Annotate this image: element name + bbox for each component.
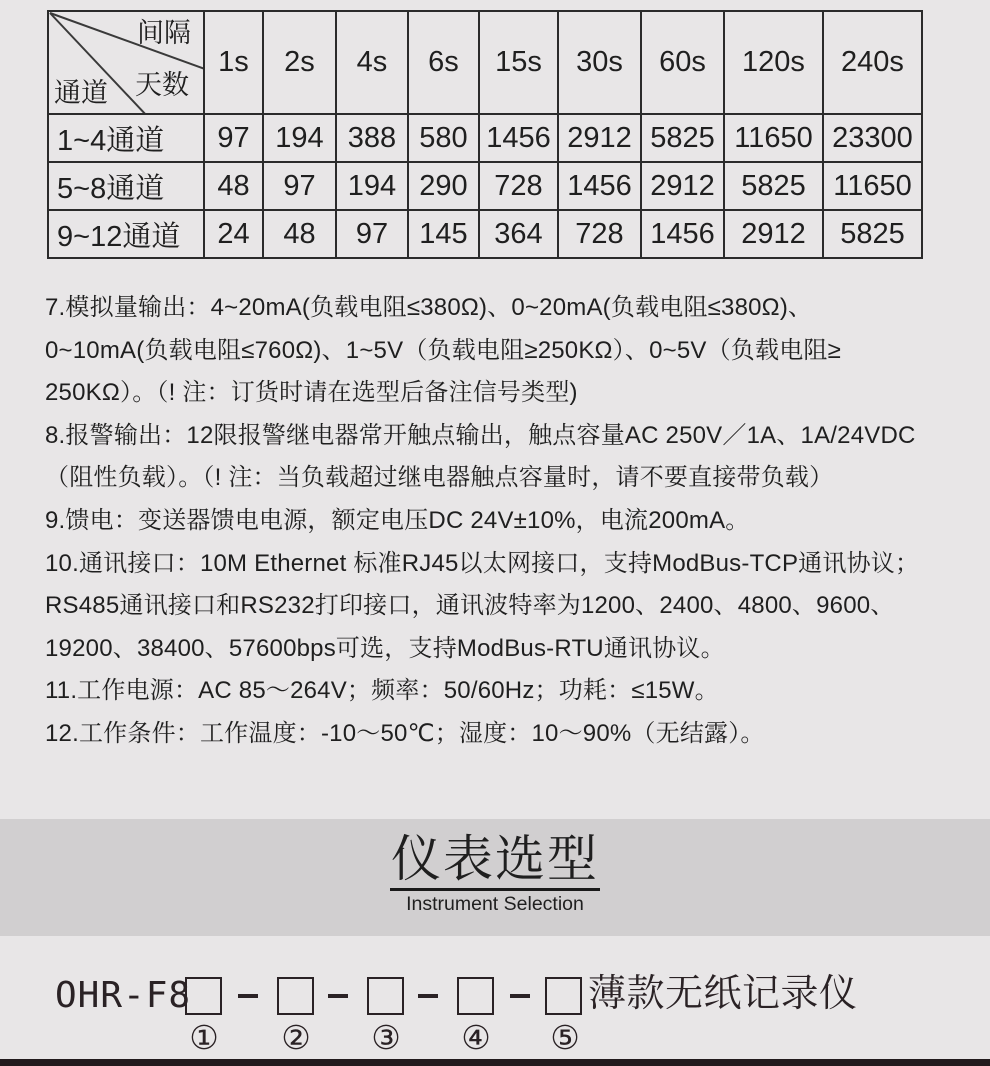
table-cell: 1456 <box>558 162 641 210</box>
table-cell: 48 <box>263 210 336 258</box>
corner-label-days: 天数 <box>135 70 189 100</box>
spec-line: 7.模拟量输出：4~20mA(负载电阻≤380Ω)、0~20mA(负载电阻≤380Ω)、 <box>45 294 813 321</box>
table-cell: 11650 <box>823 162 922 210</box>
table-cell: 24 <box>204 210 263 258</box>
row-label: 1~4通道 <box>48 114 204 162</box>
table-cell: 2912 <box>724 210 823 258</box>
model-dash <box>418 994 438 998</box>
table-cell: 1456 <box>641 210 724 258</box>
bottom-divider-bar <box>0 1059 990 1066</box>
spec-paragraphs <box>45 287 955 756</box>
table-row <box>48 114 922 162</box>
column-header: 4s <box>336 11 408 114</box>
table-cell: 194 <box>263 114 336 162</box>
table-cell: 2912 <box>558 114 641 162</box>
section-subtitle: Instrument Selection <box>406 893 584 915</box>
table-cell: 580 <box>408 114 479 162</box>
circled-number-5: ⑤ <box>550 1019 580 1056</box>
spec-line: RS485通讯接口和RS232打印接口，通讯波特率为1200、2400、4800、9600、 <box>45 592 895 620</box>
circled-number-4: ④ <box>461 1019 491 1056</box>
row-label: 9~12通道 <box>48 210 204 258</box>
model-code-box-2 <box>277 977 314 1015</box>
spec-line: 12.工作条件：工作温度：-10～50℃；湿度：10～90%（无结露）。 <box>45 719 765 747</box>
table-cell: 145 <box>408 210 479 258</box>
table-cell: 23300 <box>823 114 922 162</box>
corner-label-interval: 间隔 <box>137 18 191 48</box>
table-cell: 5825 <box>724 162 823 210</box>
corner-label-channel: 通道 <box>54 78 108 108</box>
model-code-box-3 <box>367 977 404 1015</box>
column-header: 15s <box>479 11 558 114</box>
spec-line: 9.馈电：变送器馈电电源，额定电压DC 24V±10%，电流200mA。 <box>45 506 750 534</box>
table-cell: 290 <box>408 162 479 210</box>
table-cell: 728 <box>558 210 641 258</box>
table-cell: 1456 <box>479 114 558 162</box>
model-suffix: 薄款无纸记录仪 <box>588 973 858 1015</box>
model-dash <box>238 994 258 998</box>
table-cell: 5825 <box>823 210 922 258</box>
spec-line: 10.通讯接口：10M Ethernet 标准RJ45以太网接口，支持ModBus-TCP通讯协议； <box>45 549 920 577</box>
column-header: 6s <box>408 11 479 114</box>
column-header: 60s <box>641 11 724 114</box>
column-header: 1s <box>204 11 263 114</box>
circled-number-2: ② <box>281 1019 311 1056</box>
model-code-box-5 <box>545 977 582 1015</box>
circled-number-3: ③ <box>371 1019 401 1056</box>
table-cell: 5825 <box>641 114 724 162</box>
table-cell: 364 <box>479 210 558 258</box>
column-header: 240s <box>823 11 922 114</box>
table-row <box>48 162 922 210</box>
table-cell: 97 <box>263 162 336 210</box>
spec-line: （阻性负载）。（! 注：当负载超过继电器触点容量时，请不要直接带负载） <box>45 464 834 492</box>
section-title-band <box>0 819 990 936</box>
table-cell: 97 <box>204 114 263 162</box>
model-dash <box>510 994 530 998</box>
section-title: 仪表选型 <box>390 831 600 891</box>
column-header: 120s <box>724 11 823 114</box>
spec-line: 0~10mA(负载电阻≤760Ω)、1~5V（负载电阻≥250KΩ）、0~5V（负载电阻≥ <box>45 336 841 364</box>
table-cell: 11650 <box>724 114 823 162</box>
circled-number-1: ① <box>189 1019 219 1056</box>
table-cell: 194 <box>336 162 408 210</box>
row-label: 5~8通道 <box>48 162 204 210</box>
model-code-box-1 <box>185 977 222 1015</box>
table-cell: 728 <box>479 162 558 210</box>
model-code-box-4 <box>457 977 494 1015</box>
table-cell: 388 <box>336 114 408 162</box>
model-prefix: OHR-F8 <box>55 975 192 1016</box>
table-corner-cell <box>48 11 204 114</box>
column-header: 2s <box>263 11 336 114</box>
table-header-row <box>48 11 922 114</box>
table-cell: 48 <box>204 162 263 210</box>
column-header: 30s <box>558 11 641 114</box>
recording-capacity-table <box>47 10 923 259</box>
spec-line: 11.工作电源：AC 85～264V；频率：50/60Hz；功耗：≤15W。 <box>45 677 719 705</box>
spec-line: 8.报警输出：12限报警继电器常开触点输出，触点容量AC 250V／1A、1A/24VDC <box>45 421 916 449</box>
table-cell: 97 <box>336 210 408 258</box>
model-dash <box>328 994 348 998</box>
spec-line: 250KΩ）。（! 注：订货时请在选型后备注信号类型) <box>45 379 578 407</box>
table-row <box>48 210 922 258</box>
table-cell: 2912 <box>641 162 724 210</box>
spec-line: 19200、38400、57600bps可选，支持ModBus-RTU通讯协议。 <box>45 634 725 662</box>
model-selection-area <box>0 936 990 1059</box>
